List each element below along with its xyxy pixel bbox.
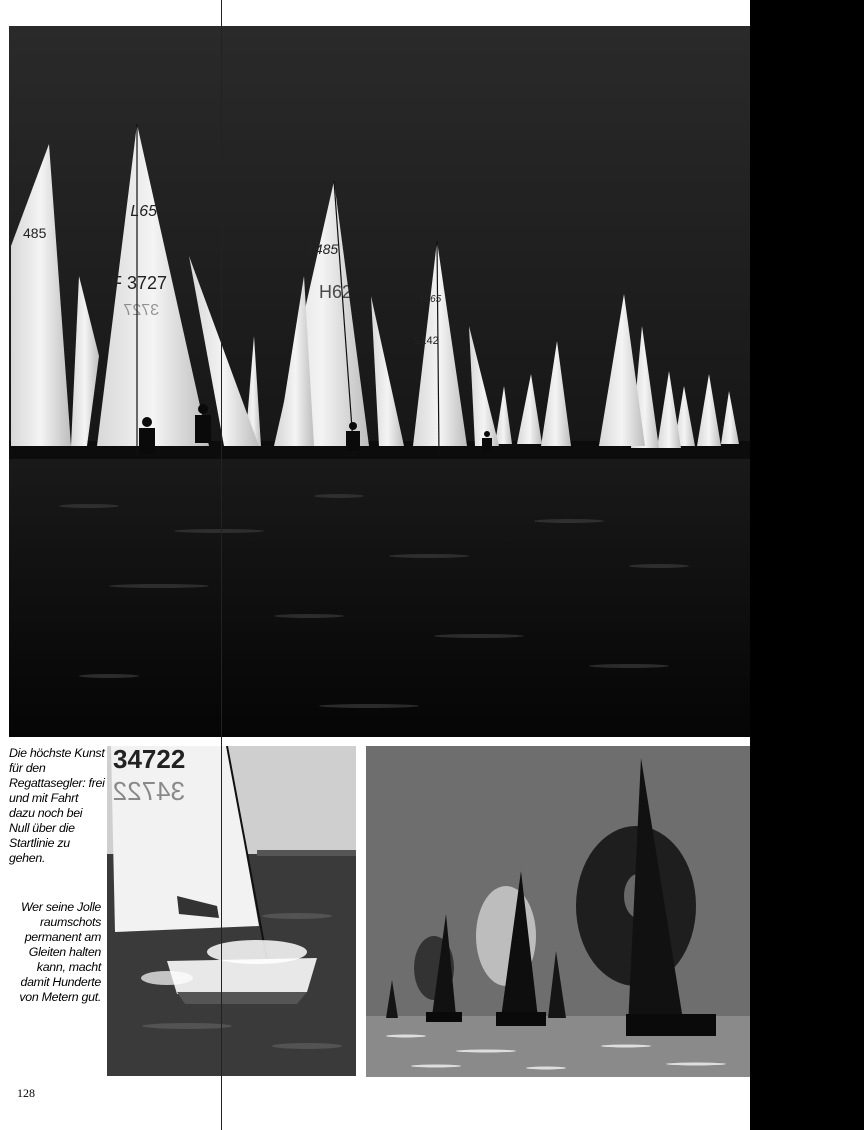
spinnaker-fleet-photo [366, 746, 750, 1077]
right-margin-band [750, 0, 864, 1130]
sail-number-1: 485 [23, 225, 47, 241]
sail-class-4: ƒL65 [419, 294, 442, 305]
sail-class-3: ƒ485 [307, 241, 339, 257]
page-fold-line [221, 0, 222, 1130]
sail-number-2: F 3727 [111, 273, 168, 293]
dinghy-sail-number: 34722 [113, 746, 186, 774]
sail-number-3: H62 [319, 282, 353, 302]
page-number: 128 [17, 1086, 35, 1100]
sail-number-4: S142 [413, 335, 439, 347]
regatta-start-photo [9, 26, 750, 737]
sail-class-2: ƒ L65 [117, 203, 158, 220]
caption-start-line: Die höchste Kunst für den Regattasegler: frei und mit Fahrt dazu noch bei Null über die Startlinie zu gehen. [9, 746, 105, 865]
sail-number-2-mirror: 3727 [123, 302, 159, 319]
dinghy-sail-number-mirror: 34722 [112, 776, 185, 806]
caption-planing: Wer seine Jolle raumschots permanent am Gleiten halten kann, macht damit Hunderte von Metern gut. [19, 900, 101, 1004]
planing-dinghy-photo [107, 746, 356, 1076]
